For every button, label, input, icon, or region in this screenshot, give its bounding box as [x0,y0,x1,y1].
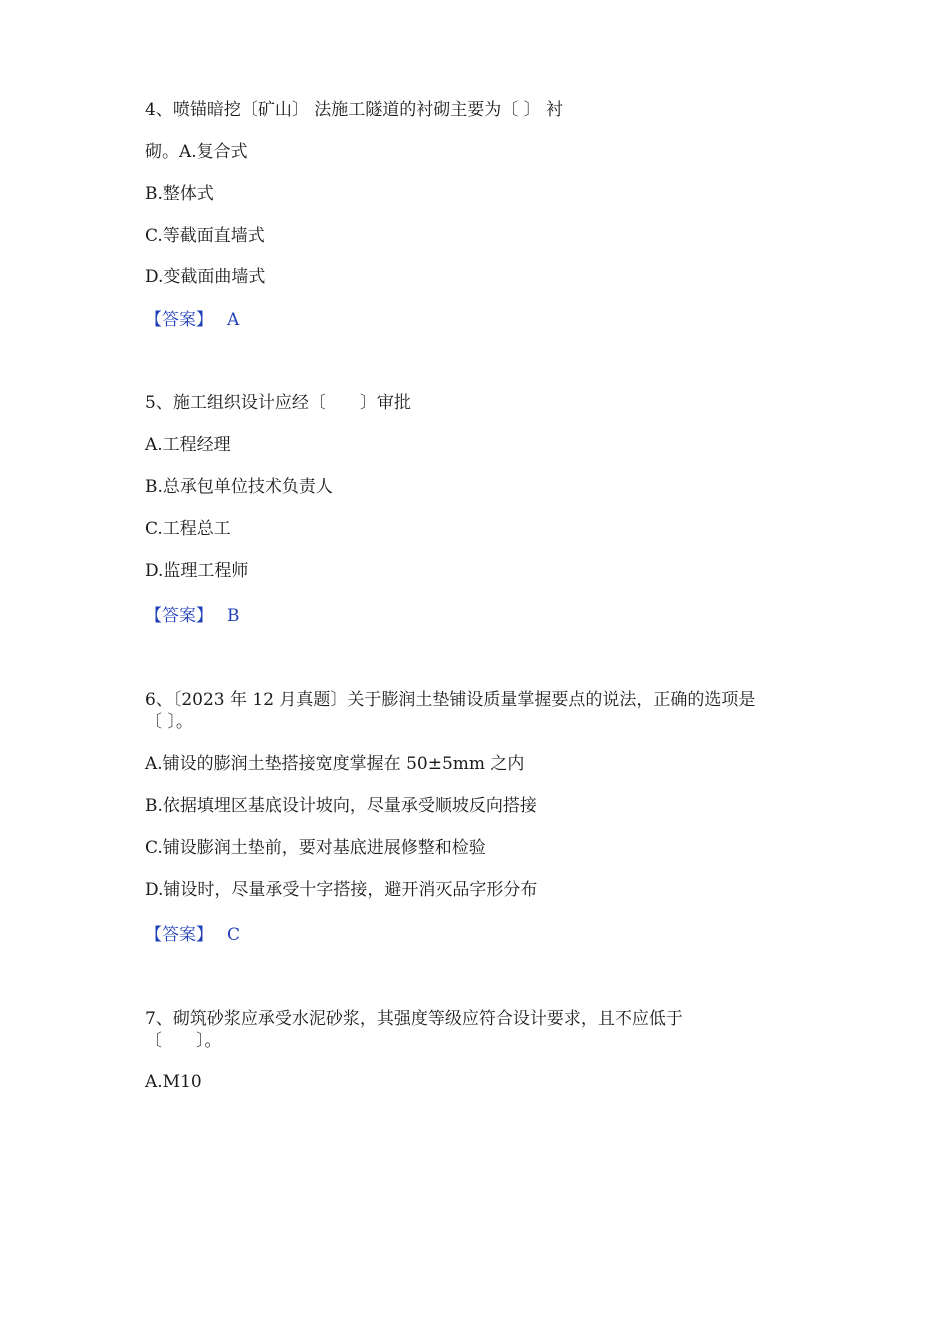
question-5-line-1: 5、施工组织设计应经〔 〕审批 [145,393,411,413]
question-4-line-1: 4、喷锚暗挖〔矿山〕 法施工隧道的衬砌主要为〔 〕 衬 [145,100,564,120]
question-4-option-b: B.整体式 [145,184,214,204]
question-4-option-d: D.变截面曲墙式 [145,267,266,287]
question-6-option-d: D.铺设时，尽量承受十字搭接，避开消灭品字形分布 [145,880,538,900]
question-7-option-a: A.M10 [145,1072,202,1092]
question-6-option-a: A.铺设的膨润土垫搭接宽度掌握在 50±5mm 之内 [145,754,525,774]
question-5-answer [145,605,240,627]
answer-value: C [227,925,241,945]
question-6-option-c: C.铺设膨润土垫前，要对基底进展修整和检验 [145,838,486,858]
question-6-option-b: B.依据填埋区基底设计坡向，尽量承受顺坡反向搭接 [145,796,537,816]
answer-value: A [227,310,240,330]
answer-label: 【答案】 [145,606,213,626]
answer-label: 【答案】 [145,310,213,330]
question-7-line-2: 〔 〕。 [145,1031,222,1051]
question-4-line-2: 砌。A.复合式 [145,142,248,162]
question-5-option-b: B.总承包单位技术负责人 [145,477,333,497]
question-5-option-d: D.监理工程师 [145,561,249,581]
question-6-line-1: 6、〔2023 年 12 月真题〕关于膨润土垫铺设质量掌握要点的说法，正确的选项是 [145,690,756,710]
question-6-answer [145,924,240,946]
question-6-line-2: 〔 〕。 [145,712,193,732]
question-4-answer [145,309,239,331]
question-5-option-c: C.工程总工 [145,519,231,539]
answer-label: 【答案】 [145,925,213,945]
answer-value: B [227,606,240,626]
question-5-option-a: A.工程经理 [145,435,231,455]
question-4-option-c: C.等截面直墙式 [145,226,265,246]
question-7-line-1: 7、砌筑砂浆应承受水泥砂浆，其强度等级应符合设计要求，且不应低于 [145,1009,683,1029]
